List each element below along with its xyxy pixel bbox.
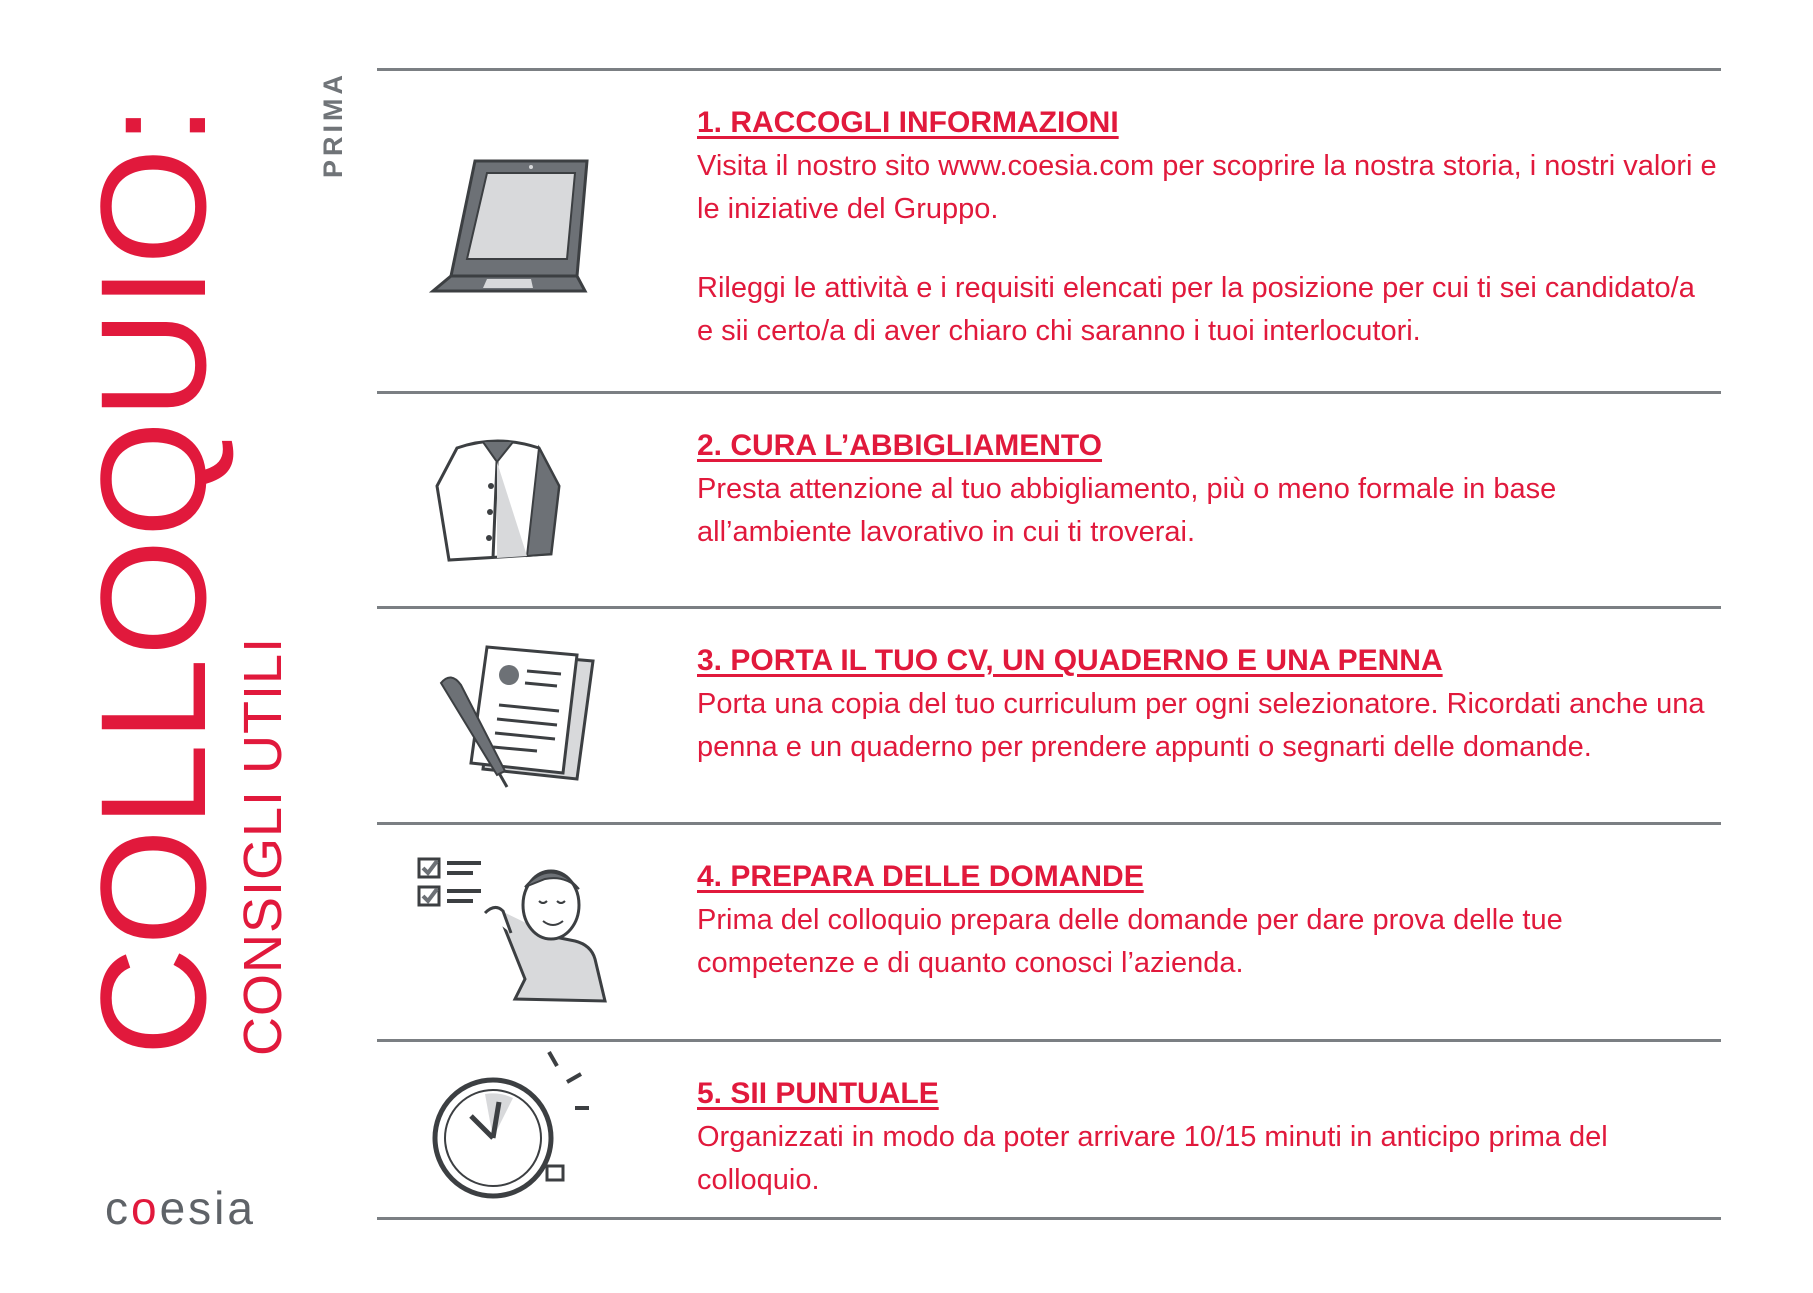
tip-text: Organizzati in modo da poter arrivare 10/15 minuti in anticipo prima del colloquio. bbox=[697, 1121, 1608, 1196]
tip-text: Visita il nostro sito www.coesia.com per scoprire la nostra storia, i nostri valori e le iniziative del Gruppo. bbox=[697, 150, 1717, 225]
tip-section-2 bbox=[377, 394, 1721, 606]
logo-mark: o bbox=[131, 1182, 160, 1234]
checklist-person-icon bbox=[415, 849, 615, 1014]
page-subtitle: CONSIGLI UTILI bbox=[233, 636, 293, 1056]
tip-text: Porta una copia del tuo curriculum per ogni selezionatore. Ricordati anche una penna e un quaderno per prendere appunti o segnarti delle domande. bbox=[697, 688, 1705, 763]
tip-section-4 bbox=[377, 825, 1721, 1039]
tip-text: Presta attenzione al tuo abbigliamento, più o meno formale in base all’ambiente lavorativo in cui ti troverai. bbox=[697, 473, 1557, 548]
shirt-icon bbox=[427, 426, 567, 571]
tip-section-3 bbox=[377, 609, 1721, 822]
tip-section-1 bbox=[377, 71, 1721, 391]
tip-text: Rileggi le attività e i requisiti elencati per la posizione per cui ti sei candidato/a e sii certo/a di aver chiaro chi saranno i tuoi interlocutori. bbox=[697, 272, 1695, 347]
tip-heading: 3. PORTA IL TUO CV, UN QUADERNO E UNA PENNA bbox=[697, 644, 1443, 677]
logo-text-end: esia bbox=[159, 1182, 256, 1234]
page-title: COLLOQUIO: bbox=[69, 102, 237, 1056]
tip-heading: 4. PREPARA DELLE DOMANDE bbox=[697, 860, 1144, 893]
tip-heading: 1. RACCOGLI INFORMAZIONI bbox=[697, 106, 1119, 139]
logo-text-start: c bbox=[105, 1182, 131, 1234]
tip-heading: 2. CURA L’ABBIGLIAMENTO bbox=[697, 429, 1103, 462]
tip-text: Prima del colloquio prepara delle domande per dare prova delle tue competenze e di quanto conosci l’azienda. bbox=[697, 904, 1563, 979]
coesia-logo bbox=[105, 1183, 256, 1233]
tip-section-5 bbox=[377, 1042, 1721, 1217]
clock-icon bbox=[429, 1046, 599, 1211]
divider bbox=[377, 1217, 1721, 1220]
cv-pen-icon bbox=[427, 641, 597, 796]
laptop-icon bbox=[427, 151, 597, 306]
tip-heading: 5. SII PUNTUALE bbox=[697, 1077, 939, 1110]
phase-label: PRIMA bbox=[318, 71, 348, 178]
